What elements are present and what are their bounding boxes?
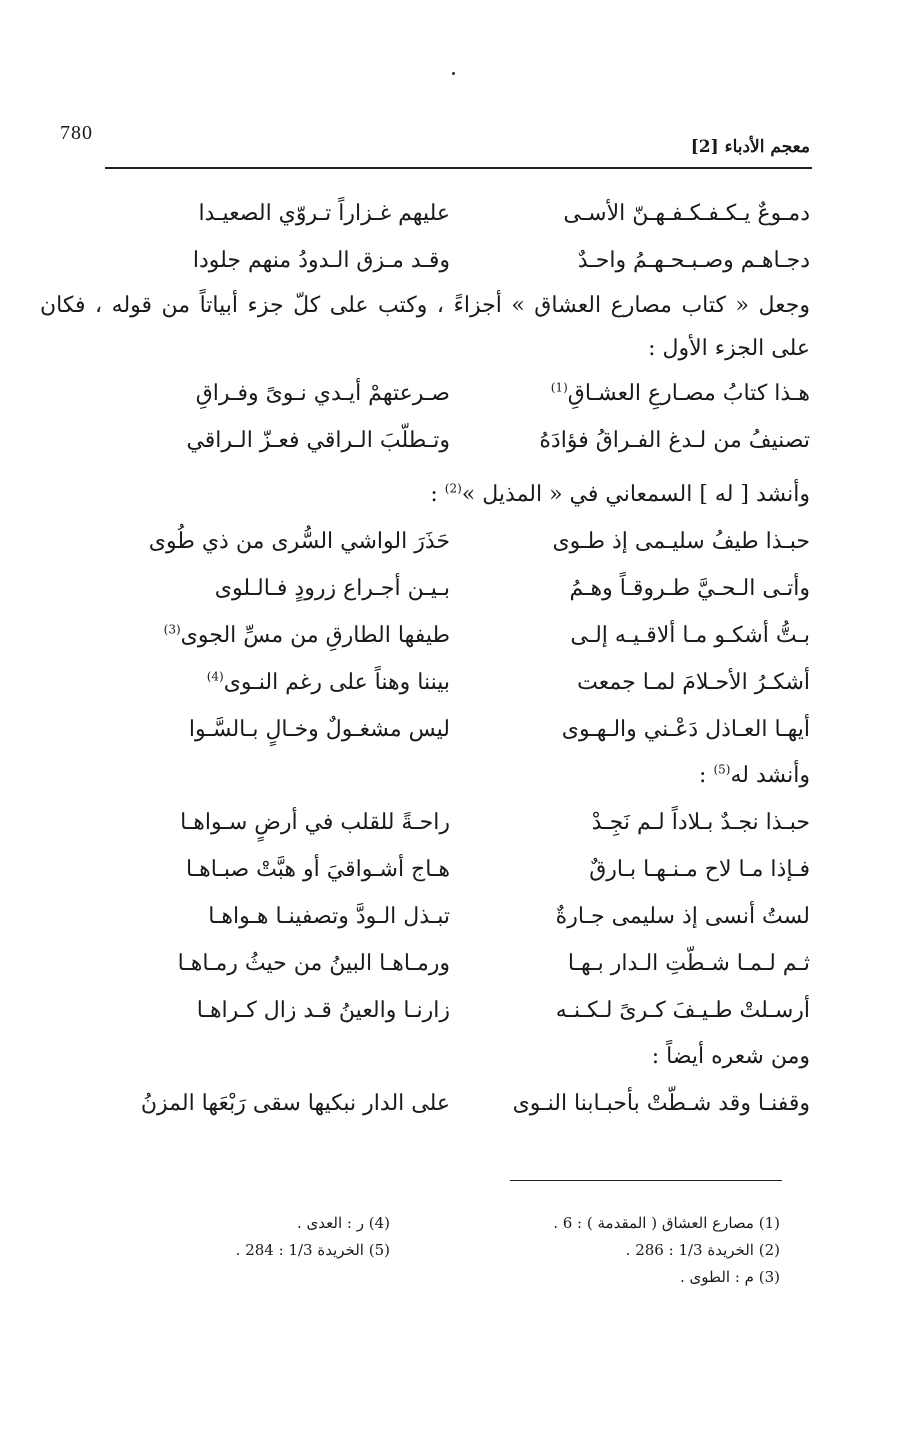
prose-tail: : bbox=[430, 482, 445, 507]
verse-second-hemistich: عليهم غـزاراً تـروّي الصعيـدا bbox=[198, 201, 450, 226]
verse-first-hemistich: أيهـا العـاذل دَعْـني والـهـوى bbox=[561, 717, 810, 742]
verse-first-hemistich: حبـذا نجـدٌ بـلاداً لـم نَجِـدْ bbox=[591, 810, 810, 835]
footnotes-column-right bbox=[450, 1210, 780, 1291]
verse-line bbox=[40, 612, 810, 659]
prose-line-3 bbox=[40, 753, 810, 799]
verse-second-hemistich: وتـطلّبَ الـراقي فعـزّ الـراقي bbox=[186, 428, 450, 453]
verse-first-hemistich bbox=[470, 370, 810, 417]
prose-text: وأنشد [ له ] السمعاني في « المذيل » bbox=[461, 482, 810, 507]
verse-first-hemistich: فـإذا مـا لاح مـنـهـا بـارقٌ bbox=[589, 857, 810, 882]
footnote-marker: (4) bbox=[206, 669, 224, 684]
verse-line bbox=[40, 518, 810, 565]
header-rule bbox=[105, 167, 812, 169]
verse-second-hemistich: بـيـن أجـراع زرودٍ فـالـلوى bbox=[214, 576, 450, 601]
verse-second-hemistich: زارنـا والعينُ قـد زال كـراهـا bbox=[196, 998, 450, 1023]
footnote-rule bbox=[510, 1180, 782, 1181]
prose-tail: : bbox=[699, 763, 714, 788]
verse-second-hemistich: وقـد مـزق الـدودُ منهم جلودا bbox=[192, 248, 450, 273]
verse-second-hemistich: صـرعتهمْ أيـدي نـوىً وفـراقِ bbox=[195, 381, 450, 406]
verse-line bbox=[40, 237, 810, 284]
verse-group-1 bbox=[40, 190, 810, 284]
verse-group-5 bbox=[40, 1080, 810, 1127]
verse-line bbox=[40, 846, 810, 893]
verse-group-2 bbox=[40, 370, 810, 464]
stray-mark bbox=[452, 72, 455, 75]
verse-first-hemistich: أرسـلتْ طـيـفَ كـرىً لـكـنـه bbox=[555, 998, 810, 1023]
verse-first-hemistich: وقفنـا وقد شـطّتْ بأحبـابنا النـوى bbox=[512, 1091, 810, 1116]
verse-first-hemistich: تصنيفُ من لـدغ الفـراقُ فؤادَهُ bbox=[539, 428, 810, 453]
page-body bbox=[40, 190, 810, 1127]
verse-line bbox=[40, 417, 810, 464]
footnotes-column-left bbox=[90, 1210, 390, 1264]
verse-first-hemistich: دجـاهـم وصـبـحـهـمُ واحـدٌ bbox=[577, 248, 810, 273]
verse-line bbox=[40, 893, 810, 940]
verse-text: طيفها الطارقِ من مسِّ الجوى bbox=[180, 623, 450, 648]
verse-line bbox=[40, 659, 810, 706]
running-head: معجم الأدباء [2] bbox=[690, 137, 810, 157]
verse-second-hemistich: ورمـاهـا البينُ من حيثُ رمـاهـا bbox=[177, 951, 450, 976]
footnote: (5) الخريدة 1/3 : 284 . bbox=[235, 1241, 390, 1259]
verse-second-hemistich: تبـذل الـودَّ وتصفينـا هـواهـا bbox=[208, 904, 450, 929]
verse-first-hemistich: وأتـى الـحـيَّ طـروقـاً وهـمُ bbox=[569, 576, 810, 601]
footnote-marker: (3) bbox=[163, 622, 181, 637]
verse-line bbox=[40, 370, 810, 417]
verse-group-4 bbox=[40, 799, 810, 1034]
verse-second-hemistich bbox=[50, 612, 470, 659]
prose-paragraph-1: وجعل « كتاب مصارع العشاق » أجزاءً ، وكتب على كلّ جزء أبياتاً من قوله ، فكان على الجزء الأول : bbox=[40, 293, 810, 361]
verse-text: بيننا وهناً على رغم النـوى bbox=[223, 670, 450, 695]
verse-line bbox=[40, 940, 810, 987]
verse-line bbox=[40, 706, 810, 753]
page-number: 780 bbox=[60, 122, 93, 144]
verse-first-hemistich: دمـوعٌ يـكـفـكـفـهـنّ الأسـى bbox=[563, 201, 810, 226]
verse-second-hemistich bbox=[50, 659, 470, 706]
verse-line bbox=[40, 799, 810, 846]
footnote: (1) مصارع العشاق ( المقدمة ) : 6 . bbox=[553, 1214, 780, 1232]
prose-line-4: ومن شعره أيضاً : bbox=[651, 1044, 810, 1069]
verse-second-hemistich: على الدار نبكيها سقى رَبْعَها المزنُ bbox=[140, 1091, 450, 1116]
verse-first-hemistich: لستُ أنسى إذ سليمى جـارةٌ bbox=[555, 904, 810, 929]
prose-text: وأنشد له bbox=[730, 763, 810, 788]
footnote-marker: (5) bbox=[713, 762, 731, 777]
verse-group-3 bbox=[40, 518, 810, 753]
verse-text: هـذا كتابُ مصـارعِ العشـاقِ bbox=[567, 381, 810, 406]
verse-second-hemistich: ليس مشغـولٌ وخـالٍ بـالسَّـوا bbox=[188, 717, 450, 742]
verse-first-hemistich: أشكـرُ الأحـلامَ لمـا جمعت bbox=[577, 670, 810, 695]
verse-first-hemistich: بـتُّ أشكـو مـا ألاقـيـه إلـى bbox=[570, 623, 810, 648]
verse-line bbox=[40, 190, 810, 237]
footnote-marker: (2) bbox=[444, 481, 462, 496]
verse-line bbox=[40, 565, 810, 612]
prose-line-2 bbox=[40, 472, 810, 518]
verse-first-hemistich: ثـم لـمـا شـطّتِ الـدار بـهـا bbox=[567, 951, 810, 976]
verse-second-hemistich: هـاج أشـواقيَ أو هبَّتْ صبـاهـا bbox=[185, 857, 450, 882]
verse-line bbox=[40, 987, 810, 1034]
verse-first-hemistich: حبـذا طيفُ سليـمى إذ طـوى bbox=[552, 529, 810, 554]
verse-second-hemistich: راحـةً للقلب في أرضٍ سـواهـا bbox=[180, 810, 450, 835]
verse-line bbox=[40, 1080, 810, 1127]
verse-second-hemistich: حَذَرَ الواشي السُّرى من ذي طُوى bbox=[148, 529, 450, 554]
footnote-marker: (1) bbox=[550, 380, 568, 395]
footnote: (3) م : الطوى . bbox=[680, 1268, 780, 1286]
footnote: (4) ر : العدى . bbox=[297, 1214, 390, 1232]
footnote: (2) الخريدة 1/3 : 286 . bbox=[625, 1241, 780, 1259]
